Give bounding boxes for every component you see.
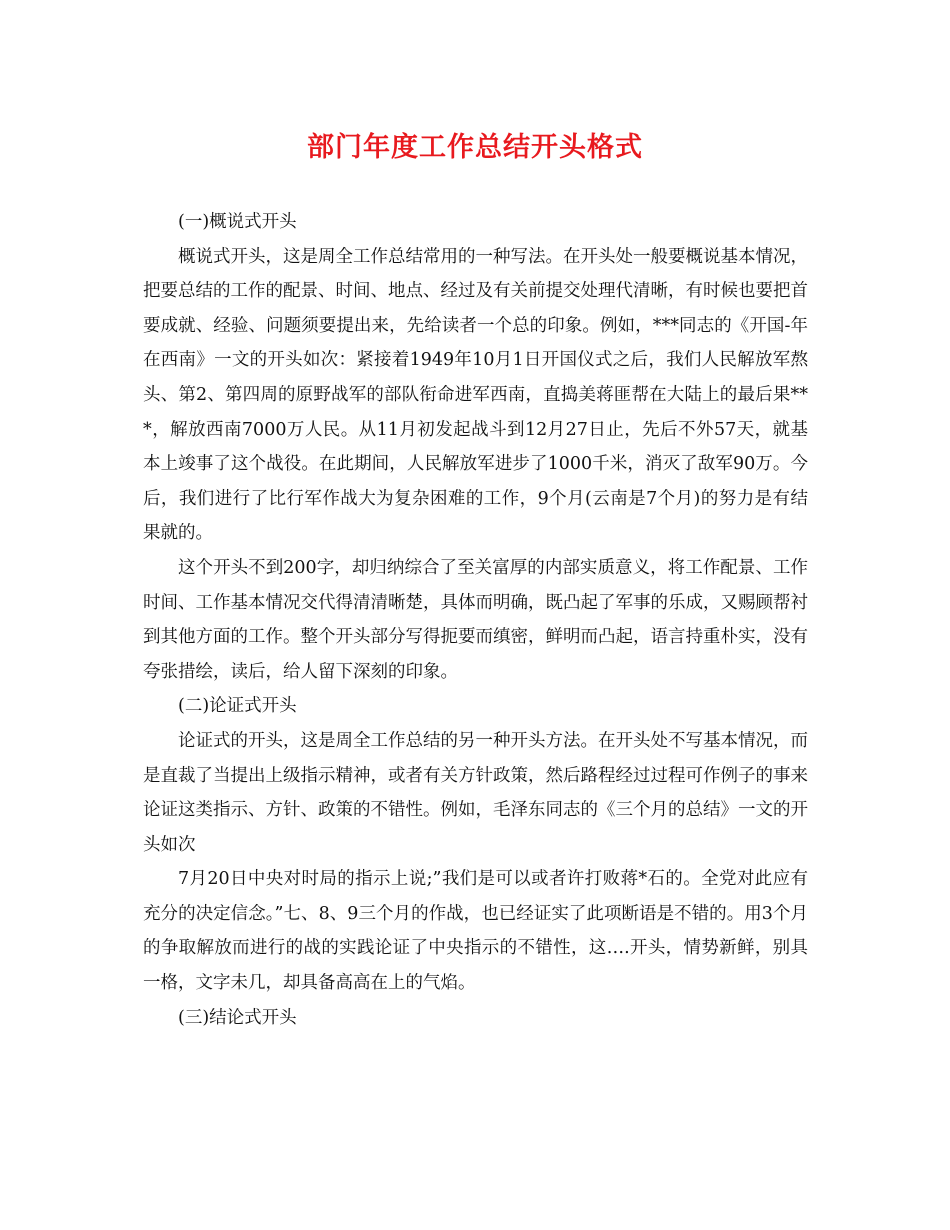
document-body [143,205,808,1035]
paragraph-3: 论证式的开头，这是周全工作总结的另一种开头方法。在开头处不写基本情况，而是直裁了当提出上级指示精神，或者有关方针政策，然后路程经过过程可作例子的事来论证这类指示、方针、政策的不错性。例如，毛泽东同志的《三个月的总结》一文的开头如次 [143,730,808,855]
section-heading-1: (一)概说式开头 [178,212,297,232]
document-title: 部门年度工作总结开头格式 [307,132,643,163]
paragraph-2: 这个开头不到200字，却归纳综合了至关富厚的内部实质意义，将工作配景、工作时间、工作基本情况交代得清清晰楚，具体而明确，既凸起了军事的乐成，又赐顾帮衬到其他方面的工作。整个开头部分写得扼要而缜密，鲜明而凸起，语言持重朴实，没有夸张措绘，读后，给人留下深刻的印象。 [143,557,808,682]
paragraph-1: 概说式开头，这是周全工作总结常用的一种写法。在开头处一般要概说基本情况，把要总结的工作的配景、时间、地点、经过及有关前提交处理代清晰，有时候也要把首要成就、经验、问题须要提出来，先给读者一个总的印象。例如，***同志的《开国-年在西南》一文的开头如次：紧接着1949年10月1日开国仪式之后，我们人民解放军熬头、第2、第四周的原野战军的部队衔命进军西南，直捣美蒋匪帮在大陆上的最后果***，解放西南7000万人民。从11月初发起战斗到12月27日止，先后不外57天，就基本上竣事了这个战役。在此期间，人民解放军进步了1000千米，消灭了敌军90万。今后，我们进行了比行军作战大为复杂困难的工作，9个月(云南是7个月)的努力是有结果就的。 [143,246,808,544]
paragraph-4: 7月20日中央对时局的指示上说;”我们是可以或者许打败蒋*石的。全党对此应有充分的决定信念。”七、8、9三个月的作战，也已经证实了此项断语是不错的。用3个月的争取解放而进行的战的实践论证了中央指示的不错性，这….开头，情势新鲜，别具一格，文字未几，却具备高高在上的气焰。 [143,869,808,994]
section-heading-3: (三)结论式开头 [178,1007,297,1028]
section-heading-2: (二)论证式开头 [178,696,297,717]
